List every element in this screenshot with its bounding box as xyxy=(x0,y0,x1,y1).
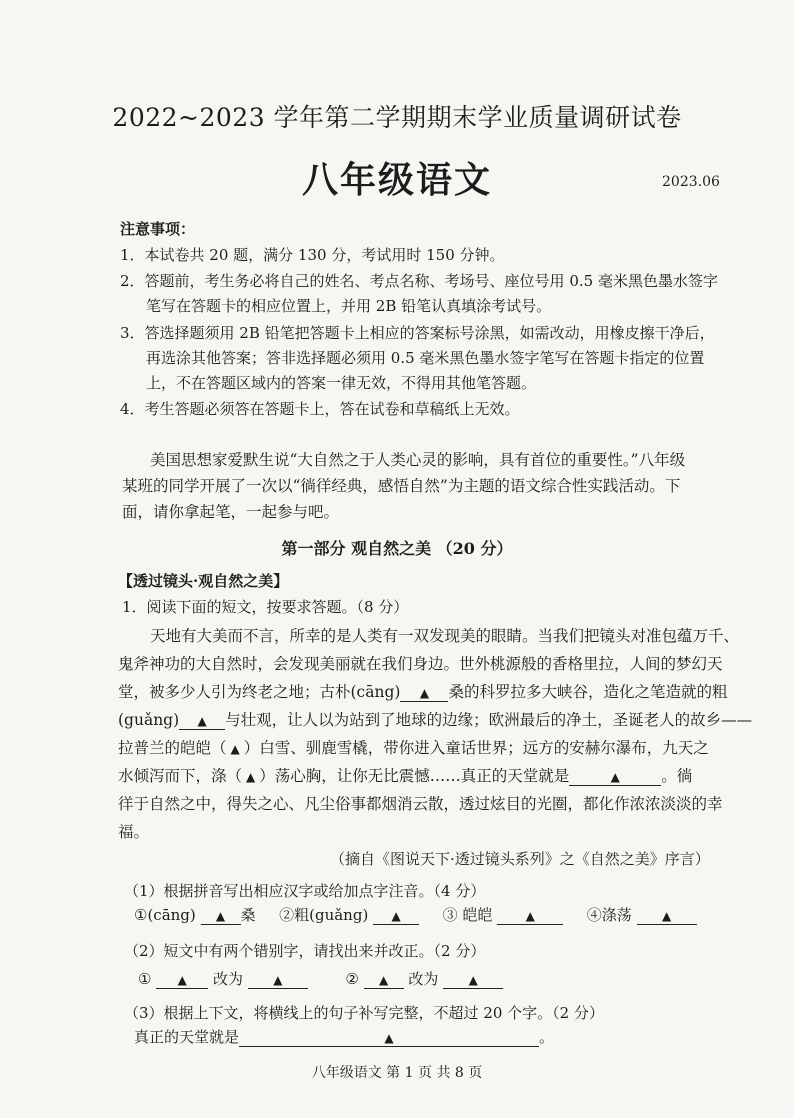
passage-text: 与壮观，让人以为站到了地球的边缘；欧洲最后的净土，圣诞老人的故乡—— xyxy=(225,711,753,729)
change-to-label: 改为 xyxy=(213,970,244,988)
placeholder-triangle: ▲ xyxy=(378,973,389,987)
page-footer: 八年级语文 第 1 页 共 8 页 xyxy=(311,1065,483,1081)
item-label: 真正的天堂就是 xyxy=(134,1028,240,1046)
answer-blank[interactable] xyxy=(400,683,448,702)
passage-source: （摘自《图说天下·透过镜头系列》之《自然之美》序言） xyxy=(330,850,710,868)
item-label: ②粗(guǎng) xyxy=(279,906,369,924)
answer-blank[interactable] xyxy=(569,767,661,786)
notice-line: 再选涂其他答案；答非选择题必须用 0.5 毫米黑色墨水签字笔写在答题卡指定的位置 xyxy=(146,349,705,367)
placeholder-triangle: ▲ xyxy=(661,909,672,923)
placeholder-triangle: ▲ xyxy=(525,909,535,923)
item-label: ② xyxy=(345,970,359,988)
answer-blank[interactable] xyxy=(637,906,697,925)
placeholder-triangle: ▲ xyxy=(391,909,401,923)
placeholder-triangle: ▲ xyxy=(215,909,226,923)
answer-blank[interactable] xyxy=(201,906,241,925)
answer-blank[interactable] xyxy=(239,1028,539,1047)
item-label: ① xyxy=(138,970,152,988)
subquestion-stem: （2）短文中有两个错别字，请找出来并改正。（2 分） xyxy=(124,942,486,960)
item-label: 桑 xyxy=(240,906,256,924)
notice-line: 1．本试卷共 20 题，满分 130 分，考试用时 150 分钟。 xyxy=(120,246,505,264)
placeholder-triangle: ▲ xyxy=(273,973,283,987)
item-label: ③ 皑皑 xyxy=(442,906,493,924)
notice-line: 4．考生答题必须答在答题卡上，答在试卷和草稿纸上无效。 xyxy=(120,400,520,418)
placeholder-triangle: ▲ xyxy=(610,770,620,784)
subquestion-stem: （3）根据上下文，将横线上的句子补写完整，不超过 20 个字。（2 分） xyxy=(124,1004,604,1022)
answer-blank[interactable] xyxy=(364,970,404,989)
intro-line: 美国思想家爱默生说“大自然之于人类心灵的影响，具有首位的重要性。”八年级 xyxy=(150,451,686,469)
exam-date: 2023.06 xyxy=(662,174,720,190)
answer-blank[interactable] xyxy=(497,906,563,925)
passage-line: 福。 xyxy=(118,823,150,841)
answer-blank[interactable] xyxy=(373,906,419,925)
subsection-tag: 【透过镜头·观自然之美】 xyxy=(118,572,289,590)
passage-text: 拉普兰的皑皑（ xyxy=(118,739,227,757)
passage-text: 水倾泻而下，涤（ xyxy=(118,767,243,785)
notice-line: 笔写在答题卡的相应位置上，并用 2B 铅笔认真填涂考试号。 xyxy=(146,297,552,315)
passage-line xyxy=(118,680,727,702)
answer-blank[interactable] xyxy=(179,711,225,730)
passage-text: 堂，被多少人引为终老之地；古朴(cāng) xyxy=(118,683,401,701)
passage-line xyxy=(118,708,752,730)
passage-text: ）荡心胸，让你无比震憾……真正的天堂就是 xyxy=(259,767,570,785)
item-label: 。 xyxy=(539,1028,555,1046)
notice-line: 上，不在答题区域内的答案一律无效，不得用其他笔答题。 xyxy=(146,374,537,392)
passage-line: 鬼斧神功的大自然时，会发现美丽就在我们身边。世外桃源般的香格里拉，人间的梦幻天 xyxy=(118,655,723,673)
passage-text: ）白雪、驯鹿雪橇，带你进入童话世界；远方的安赫尔瀑布，九天之 xyxy=(243,739,709,757)
answer-blank[interactable] xyxy=(156,970,208,989)
placeholder-triangle: ▲ xyxy=(468,973,478,987)
passage-line: 天地有大美而不言，所幸的是人类有一双发现美的眼睛。当我们把镜头对准包蕴万千、 xyxy=(150,627,740,645)
question-stem: 1．阅读下面的短文，按要求答题。（8 分） xyxy=(122,598,409,616)
subquestion-items xyxy=(138,968,503,989)
notice-line: 2．答题前，考生务必将自己的姓名、考点名称、考场号、座位号用 0.5 毫米黑色墨水签字 xyxy=(120,272,718,290)
placeholder-triangle: ▲ xyxy=(177,973,187,987)
passage-text: 桑的科罗拉多大峡谷，造化之笔造就的粗 xyxy=(448,683,728,701)
placeholder-triangle[interactable]: ▲ xyxy=(230,742,240,756)
intro-line: 面，请你拿起笔，一起参与吧。 xyxy=(122,503,340,521)
placeholder-triangle: ▲ xyxy=(384,1031,394,1045)
section-title: 第一部分 观自然之美 （20 分） xyxy=(281,539,513,558)
placeholder-triangle: ▲ xyxy=(419,686,430,700)
subquestion-stem: （1）根据拼音写出相应汉字或给加点字注音。（4 分） xyxy=(124,882,486,900)
item-label: ①(cāng) xyxy=(134,906,196,924)
passage-line xyxy=(118,736,709,758)
answer-blank[interactable] xyxy=(443,970,503,989)
passage-line xyxy=(118,764,692,786)
placeholder-triangle: ▲ xyxy=(197,714,207,728)
answer-blank[interactable] xyxy=(248,970,308,989)
exam-title: 2022~2023 学年第二学期期末学业质量调研试卷 xyxy=(112,103,682,132)
subquestion-items xyxy=(134,1026,554,1047)
notice-heading: 注意事项： xyxy=(120,220,196,238)
passage-text: 。徜 xyxy=(661,767,693,785)
passage-text: (guǎng) xyxy=(118,711,180,729)
intro-line: 某班的同学开展了一次以“徜徉经典，感悟自然”为主题的语文综合性实践活动。下 xyxy=(122,477,681,495)
change-to-label: 改为 xyxy=(408,970,439,988)
placeholder-triangle[interactable]: ▲ xyxy=(246,770,256,784)
subquestion-items xyxy=(134,904,697,925)
item-label: ④涤荡 xyxy=(586,906,632,924)
exam-subject: 八年级语文 xyxy=(301,159,492,201)
notice-line: 3．答选择题须用 2B 铅笔把答题卡上相应的答案标号涂黑，如需改动，用橡皮擦干净后， xyxy=(120,324,715,342)
passage-line: 徉于自然之中，得失之心、凡尘俗事都烟消云散，透过炫目的光圈，都化作浓浓淡淡的幸 xyxy=(118,795,723,813)
